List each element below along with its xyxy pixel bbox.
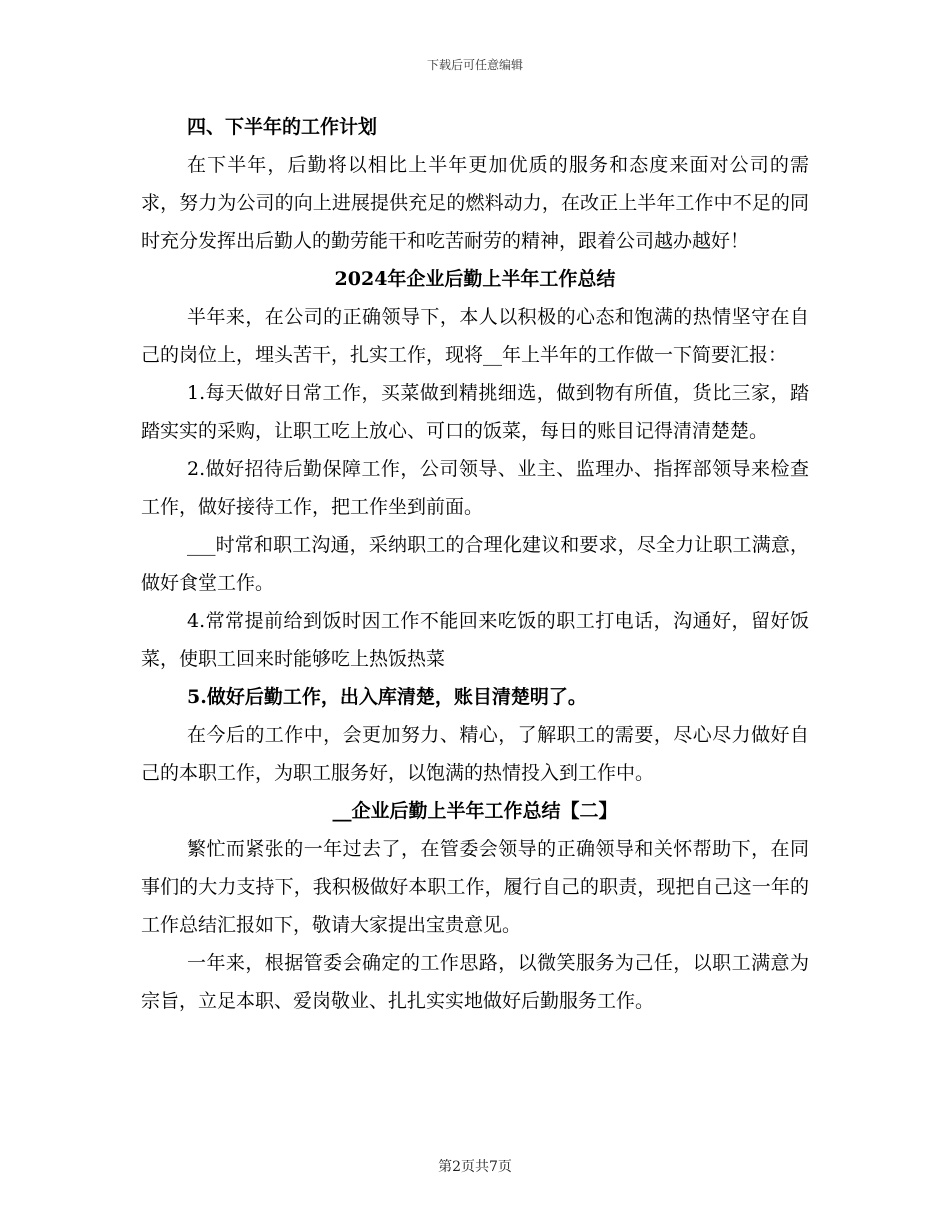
list-item-1: 1.每天做好日常工作，买菜做到精挑细选，做到物有所值，货比三家，踏踏实实的采购，让职工吃上放心、可口的饭菜，每日的账目记得清清楚楚。 [141, 382, 809, 442]
second-paragraph-2: 一年来，根据管委会确定的工作思路，以微笑服务为己任，以职工满意为宗旨，立足本职、爱岗敬业、扎扎实实地做好后勤服务工作。 [141, 952, 809, 1012]
plan-heading: 四、下半年的工作计划 [187, 116, 378, 138]
page-number: 第2页共7页 [438, 1159, 512, 1175]
summary-intro-paragraph: 半年来，在公司的正确领导下，本人以积极的心态和饱满的热情坚守在自己的岗位上，埋头苦干，扎实工作，现将__年上半年的工作做一下简要汇报： [141, 306, 809, 366]
document-body [141, 108, 809, 1020]
closing-paragraph: 在今后的工作中，会更加努力、精心，了解职工的需要，尽心尽力做好自己的本职工作，为职工服务好，以饱满的热情投入到工作中。 [141, 724, 809, 784]
header-note: 下载后可任意编辑 [426, 58, 523, 72]
second-paragraph-1: 繁忙而紧张的一年过去了，在管委会领导的正确领导和关怀帮助下，在同事们的大力支持下，我积极做好本职工作，履行自己的职责，现把自己这一年的工作总结汇报如下，敬请大家提出宝贵意见。 [141, 838, 809, 936]
second-summary-title: __企业后勤上半年工作总结【二】 [332, 800, 618, 822]
list-item-5: 5.做好后勤工作，出入库清楚，账目清楚明了。 [187, 686, 587, 708]
list-item-2: 2.做好招待后勤保障工作，公司领导、业主、监理办、指挥部领导来检查工作，做好接待工作，把工作坐到前面。 [141, 458, 809, 518]
list-item-4: 4.常常提前给到饭时因工作不能回来吃饭的职工打电话，沟通好，留好饭菜，使职工回来时能够吃上热饭热菜 [141, 610, 809, 670]
plan-paragraph: 在下半年，后勤将以相比上半年更加优质的服务和态度来面对公司的需求，努力为公司的向上进展提供充足的燃料动力，在改正上半年工作中不足的同时充分发挥出后勤人的勤劳能干和吃苦耐劳的精神，跟着公司越办越好！ [141, 154, 809, 252]
list-item-3: ___时常和职工沟通，采纳职工的合理化建议和要求，尽全力让职工满意，做好食堂工作。 [141, 534, 809, 594]
summary-title: 2024年企业后勤上半年工作总结 [334, 268, 616, 290]
